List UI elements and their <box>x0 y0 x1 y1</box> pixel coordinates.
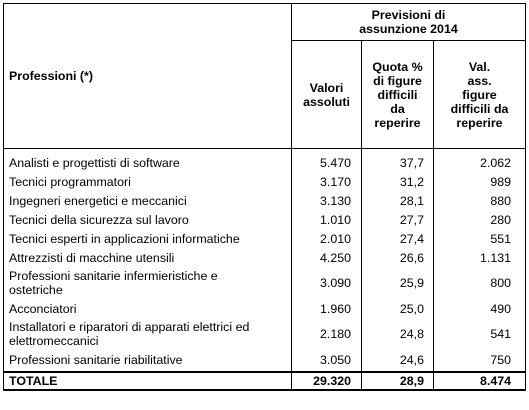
table-row <box>4 267 526 299</box>
row-quota: 37,7 <box>362 149 434 173</box>
total-valori: 29.320 <box>292 372 362 390</box>
row-name: Ingegneri energetici e meccanici <box>4 191 292 210</box>
row-valori: 1.010 <box>292 210 362 229</box>
row-quota: 24,6 <box>362 350 434 372</box>
total-val: 8.474 <box>434 372 526 390</box>
table-row <box>4 248 526 267</box>
table-container <box>3 3 526 391</box>
row-quota: 25,0 <box>362 299 434 318</box>
row-quota: 26,6 <box>362 248 434 267</box>
total-quota: 28,9 <box>362 372 434 390</box>
row-name: Professioni sanitarie infermieristiche e ostetriche <box>4 267 292 299</box>
row-quota: 25,9 <box>362 267 434 299</box>
row-val: 541 <box>434 318 526 350</box>
row-val: 800 <box>434 267 526 299</box>
row-quota: 31,2 <box>362 172 434 191</box>
row-name: Installatori e riparatori di apparati elettrici ed elettromeccanici <box>4 318 292 350</box>
row-valori: 3.090 <box>292 267 362 299</box>
row-val: 280 <box>434 210 526 229</box>
row-val: 989 <box>434 172 526 191</box>
table-row <box>4 191 526 210</box>
table-row <box>4 299 526 318</box>
row-name: Tecnici della sicurezza sul lavoro <box>4 210 292 229</box>
row-name: Acconciatori <box>4 299 292 318</box>
header-quota: Quota % di figure difficili da reperire <box>362 41 434 149</box>
row-name: Professioni sanitarie riabilitative <box>4 350 292 372</box>
header-val-ass: Val. ass. figure difficili da reperire <box>434 41 526 149</box>
header-valori-assoluti: Valori assoluti <box>292 41 362 149</box>
row-quota: 27,4 <box>362 229 434 248</box>
header-group-previsioni: Previsioni di assunzione 2014 <box>292 4 526 41</box>
table-row <box>4 318 526 350</box>
table-row <box>4 172 526 191</box>
row-name: Attrezzisti di macchine utensili <box>4 248 292 267</box>
row-valori: 3.130 <box>292 191 362 210</box>
row-name: Analisti e progettisti di software <box>4 149 292 173</box>
row-val: 2.062 <box>434 149 526 173</box>
row-valori: 5.470 <box>292 149 362 173</box>
professions-table <box>3 3 526 391</box>
row-quota: 28,1 <box>362 191 434 210</box>
header-professioni: Professioni (*) <box>4 4 292 149</box>
table-row <box>4 210 526 229</box>
row-name: Tecnici programmatori <box>4 172 292 191</box>
row-val: 551 <box>434 229 526 248</box>
row-valori: 3.170 <box>292 172 362 191</box>
row-valori: 4.250 <box>292 248 362 267</box>
row-val: 1.131 <box>434 248 526 267</box>
table-row <box>4 350 526 372</box>
row-valori: 3.050 <box>292 350 362 372</box>
row-valori: 1.960 <box>292 299 362 318</box>
row-quota: 24,8 <box>362 318 434 350</box>
table-row <box>4 229 526 248</box>
row-valori: 2.010 <box>292 229 362 248</box>
table-row <box>4 149 526 173</box>
total-row <box>4 372 526 390</box>
row-name: Tecnici esperti in applicazioni informatiche <box>4 229 292 248</box>
row-valori: 2.180 <box>292 318 362 350</box>
row-quota: 27,7 <box>362 210 434 229</box>
row-val: 750 <box>434 350 526 372</box>
total-label: TOTALE <box>4 372 292 390</box>
row-val: 490 <box>434 299 526 318</box>
row-val: 880 <box>434 191 526 210</box>
